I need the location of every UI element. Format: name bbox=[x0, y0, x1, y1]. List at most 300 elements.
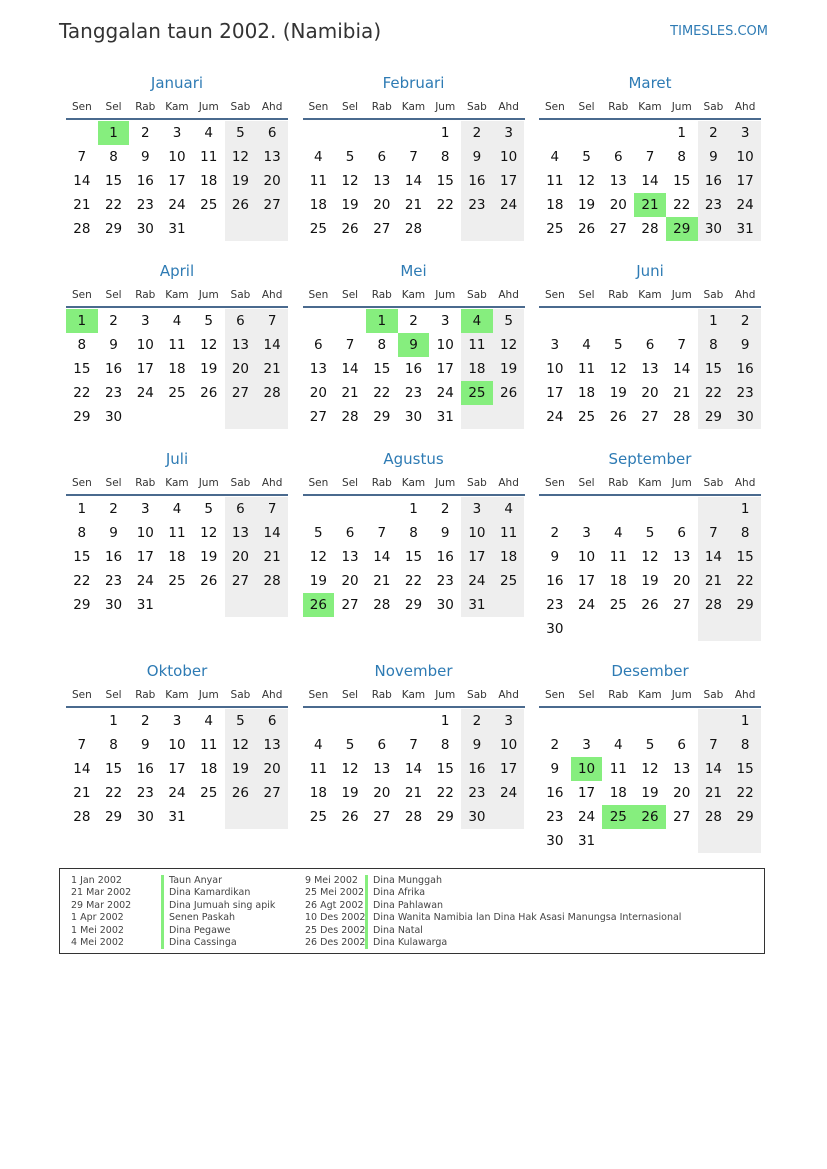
day-cell: 16 bbox=[461, 169, 493, 193]
empty-day-cell bbox=[303, 497, 335, 521]
day-cell: 12 bbox=[200, 525, 218, 541]
legend-holiday-name: Dina Kulawarga bbox=[373, 936, 448, 948]
weekday-label: Jum bbox=[198, 289, 219, 301]
month-name: Desember bbox=[611, 662, 689, 680]
day-grid bbox=[539, 497, 761, 641]
weekday-label: Sab bbox=[703, 689, 724, 701]
day-cell: 11 bbox=[609, 761, 627, 777]
legend-holiday-name: Senen Paskah bbox=[169, 912, 236, 924]
day-cell: 7 bbox=[256, 497, 288, 521]
day-cell: 13 bbox=[309, 361, 327, 377]
day-cell: 4 bbox=[204, 125, 213, 141]
day-cell: 22 bbox=[673, 197, 691, 213]
day-cell: 18 bbox=[609, 573, 627, 589]
day-cell: 9 bbox=[109, 337, 118, 353]
weekday-header bbox=[66, 472, 288, 496]
day-cell: 9 bbox=[729, 333, 761, 357]
day-cell: 11 bbox=[546, 173, 564, 189]
weekday-label: Jum bbox=[671, 101, 692, 113]
day-cell: 18 bbox=[168, 549, 186, 565]
day-cell: 15 bbox=[104, 173, 123, 189]
legend-holiday-name: Dina Kamardikan bbox=[169, 887, 251, 899]
day-cell: 7 bbox=[77, 149, 87, 165]
day-cell: 29 bbox=[104, 221, 123, 237]
weekday-label: Ahd bbox=[734, 477, 756, 489]
day-cell: 28 bbox=[698, 805, 730, 829]
legend-color-bar bbox=[365, 900, 368, 912]
day-cell: 22 bbox=[104, 785, 123, 801]
day-cell: 24 bbox=[729, 193, 761, 217]
legend-row bbox=[305, 887, 681, 899]
day-cell: 1 bbox=[440, 713, 450, 729]
legend-row bbox=[71, 912, 275, 924]
empty-day-cell bbox=[571, 617, 603, 641]
day-cell: 17 bbox=[136, 549, 154, 565]
day-cell: 31 bbox=[168, 221, 186, 237]
day-cell: 5 bbox=[613, 337, 623, 353]
legend-holiday-name: Dina Pahlawan bbox=[373, 899, 444, 911]
day-cell: 2 bbox=[461, 121, 493, 145]
day-grid bbox=[303, 709, 525, 829]
day-cell: 15 bbox=[373, 361, 391, 377]
weekday-header bbox=[539, 684, 761, 708]
day-cell: 10 bbox=[136, 337, 154, 353]
day-cell: 2 bbox=[140, 125, 150, 141]
legend-row bbox=[305, 925, 681, 937]
empty-day-cell bbox=[461, 405, 493, 429]
empty-day-cell bbox=[729, 617, 761, 641]
day-cell: 30 bbox=[136, 221, 154, 237]
empty-day-cell bbox=[666, 497, 698, 521]
day-cell: 3 bbox=[140, 313, 150, 329]
legend-row bbox=[71, 887, 275, 899]
day-cell: 13 bbox=[225, 333, 257, 357]
weekday-label: Kam bbox=[165, 289, 189, 301]
day-cell: 6 bbox=[677, 737, 686, 753]
day-cell: 22 bbox=[436, 197, 454, 213]
day-cell: 6 bbox=[613, 149, 623, 165]
day-cell: 14 bbox=[256, 333, 288, 357]
day-cell: 17 bbox=[436, 361, 454, 377]
day-cell: 20 bbox=[373, 785, 391, 801]
legend-date: 21 Mar 2002 bbox=[71, 887, 132, 899]
day-cell: 23 bbox=[404, 385, 423, 401]
day-cell: 27 bbox=[673, 597, 691, 613]
weekday-label: Sab bbox=[703, 477, 724, 489]
legend-color-bar bbox=[365, 887, 368, 899]
empty-day-cell bbox=[729, 829, 761, 853]
weekday-label: Sab bbox=[230, 477, 251, 489]
day-cell: 16 bbox=[104, 549, 123, 565]
day-cell: 9 bbox=[140, 149, 150, 165]
month-name: September bbox=[608, 450, 692, 468]
day-cell: 28 bbox=[73, 809, 91, 825]
day-cell: 27 bbox=[225, 569, 257, 593]
day-cell: 21 bbox=[698, 569, 730, 593]
day-cell: 7 bbox=[409, 737, 418, 753]
empty-day-cell bbox=[571, 121, 603, 145]
day-cell: 18 bbox=[309, 197, 327, 213]
day-cell: 24 bbox=[136, 573, 154, 589]
day-cell: 9 bbox=[140, 737, 150, 753]
day-cell: 8 bbox=[77, 337, 87, 353]
day-cell: 9 bbox=[461, 733, 493, 757]
legend-holiday-name: Dina Wanita Namibia lan Dina Hak Asasi Manungsa Internasional bbox=[373, 912, 682, 924]
legend-date: 25 Des 2002 bbox=[305, 924, 366, 936]
empty-day-cell bbox=[129, 405, 161, 429]
day-cell: 21 bbox=[73, 785, 91, 801]
day-cell: 20 bbox=[341, 573, 359, 589]
day-cell: 11 bbox=[577, 361, 596, 377]
day-cell: 13 bbox=[641, 361, 659, 377]
day-cell: 29 bbox=[73, 409, 91, 425]
holiday-legend bbox=[59, 868, 765, 954]
day-cell: 19 bbox=[225, 757, 257, 781]
empty-day-cell bbox=[539, 497, 571, 521]
weekday-label: Sel bbox=[105, 689, 122, 701]
day-cell: 17 bbox=[577, 573, 596, 589]
day-cell: 30 bbox=[436, 597, 454, 613]
empty-day-cell bbox=[634, 309, 666, 333]
day-cell: 1 bbox=[729, 497, 761, 521]
day-cell: 2 bbox=[409, 313, 418, 329]
weekday-label: Ahd bbox=[498, 101, 519, 113]
day-cell: 4 bbox=[613, 525, 623, 541]
weekday-label: Sen bbox=[308, 289, 329, 301]
day-grid bbox=[303, 497, 525, 617]
day-cell: 18 bbox=[200, 761, 218, 777]
weekday-label: Sel bbox=[578, 289, 595, 301]
day-cell: 2 bbox=[550, 525, 560, 541]
day-cell: 21 bbox=[698, 781, 730, 805]
day-cell: 7 bbox=[409, 149, 418, 165]
day-cell: 9 bbox=[440, 525, 450, 541]
legend-holiday-name: Dina Munggah bbox=[373, 875, 442, 886]
day-cell: 20 bbox=[673, 573, 691, 589]
day-cell: 7 bbox=[77, 737, 87, 753]
empty-day-cell bbox=[193, 217, 225, 241]
legend-date: 9 Mei 2002 bbox=[305, 875, 358, 886]
day-cell: 13 bbox=[673, 549, 691, 565]
day-cell: 27 bbox=[309, 409, 327, 425]
weekday-label: Sab bbox=[230, 101, 251, 113]
day-cell: 7 bbox=[645, 149, 655, 165]
day-cell: 29 bbox=[729, 593, 761, 617]
legend-date: 26 Des 2002 bbox=[305, 936, 366, 948]
legend-holiday-name: Dina Afrika bbox=[373, 887, 426, 899]
day-cell: 1 bbox=[698, 309, 730, 333]
day-cell: 30 bbox=[546, 621, 564, 637]
weekday-label: Jum bbox=[671, 289, 692, 301]
holiday-day-cell: 1 bbox=[98, 121, 130, 145]
day-cell: 7 bbox=[256, 309, 288, 333]
day-cell: 29 bbox=[73, 597, 91, 613]
empty-day-cell bbox=[634, 829, 666, 853]
day-cell: 13 bbox=[256, 145, 288, 169]
day-cell: 14 bbox=[673, 361, 691, 377]
day-cell: 25 bbox=[309, 809, 327, 825]
empty-day-cell bbox=[429, 217, 461, 241]
day-cell: 7 bbox=[698, 521, 730, 545]
day-cell: 7 bbox=[377, 525, 387, 541]
day-cell: 16 bbox=[546, 573, 564, 589]
legend-color-bar bbox=[365, 875, 368, 887]
day-cell: 10 bbox=[546, 361, 564, 377]
day-cell: 28 bbox=[341, 409, 359, 425]
empty-day-cell bbox=[602, 617, 634, 641]
day-cell: 31 bbox=[136, 597, 154, 613]
months-grid bbox=[66, 72, 761, 872]
day-cell: 2 bbox=[109, 501, 118, 517]
month-januari bbox=[66, 72, 288, 260]
day-grid bbox=[66, 497, 288, 617]
weekday-label: Kam bbox=[401, 289, 426, 301]
month-november bbox=[303, 660, 525, 872]
day-cell: 9 bbox=[698, 145, 730, 169]
day-cell: 4 bbox=[314, 149, 323, 165]
day-cell: 24 bbox=[577, 597, 596, 613]
day-cell: 6 bbox=[345, 525, 355, 541]
weekday-label: Rab bbox=[608, 689, 629, 701]
weekday-label: Sab bbox=[467, 289, 487, 301]
empty-day-cell bbox=[193, 593, 225, 617]
empty-day-cell bbox=[366, 709, 398, 733]
day-cell: 3 bbox=[172, 713, 182, 729]
day-cell: 16 bbox=[404, 361, 423, 377]
day-cell: 23 bbox=[546, 809, 564, 825]
weekday-label: Rab bbox=[371, 101, 392, 113]
empty-day-cell bbox=[602, 829, 634, 853]
day-cell: 17 bbox=[168, 173, 186, 189]
empty-day-cell bbox=[461, 217, 493, 241]
month-februari bbox=[303, 72, 525, 260]
day-cell: 17 bbox=[493, 169, 525, 193]
day-cell: 9 bbox=[550, 549, 560, 565]
holiday-day-cell: 4 bbox=[461, 309, 493, 333]
day-cell: 29 bbox=[729, 805, 761, 829]
day-cell: 16 bbox=[136, 173, 154, 189]
month-name: Mei bbox=[400, 262, 427, 280]
day-cell: 15 bbox=[436, 173, 454, 189]
day-cell: 24 bbox=[136, 385, 154, 401]
day-cell: 27 bbox=[256, 781, 288, 805]
legend-date: 29 Mar 2002 bbox=[71, 899, 132, 911]
empty-day-cell bbox=[256, 405, 288, 429]
day-cell: 19 bbox=[577, 197, 596, 213]
weekday-label: Rab bbox=[135, 289, 156, 301]
weekday-label: Sel bbox=[342, 289, 359, 301]
day-cell: 21 bbox=[404, 785, 423, 801]
day-cell: 5 bbox=[493, 309, 525, 333]
day-cell: 8 bbox=[729, 733, 761, 757]
legend-row bbox=[305, 937, 681, 949]
empty-day-cell bbox=[256, 593, 288, 617]
day-cell: 15 bbox=[73, 549, 91, 565]
day-cell: 3 bbox=[582, 525, 591, 541]
weekday-label: Sen bbox=[308, 477, 329, 489]
weekday-label: Ahd bbox=[261, 689, 283, 701]
empty-day-cell bbox=[571, 709, 603, 733]
empty-day-cell bbox=[193, 405, 225, 429]
month-april bbox=[66, 260, 288, 448]
day-cell: 26 bbox=[341, 221, 359, 237]
weekday-label: Sab bbox=[703, 101, 724, 113]
month-name: November bbox=[374, 662, 453, 680]
day-cell: 7 bbox=[345, 337, 355, 353]
empty-day-cell bbox=[225, 217, 257, 241]
day-cell: 14 bbox=[404, 173, 423, 189]
empty-day-cell bbox=[666, 309, 698, 333]
day-cell: 5 bbox=[204, 501, 213, 517]
empty-day-cell bbox=[493, 405, 525, 429]
day-cell: 2 bbox=[440, 501, 450, 517]
legend-holiday-name: Dina Pegawe bbox=[169, 924, 231, 936]
weekday-label: Sel bbox=[342, 689, 359, 701]
empty-day-cell bbox=[366, 497, 398, 521]
day-cell: 23 bbox=[136, 197, 154, 213]
day-cell: 20 bbox=[673, 785, 691, 801]
legend-column-2 bbox=[305, 875, 681, 949]
month-name: Februari bbox=[382, 74, 445, 92]
day-cell: 12 bbox=[200, 337, 218, 353]
empty-day-cell bbox=[602, 121, 634, 145]
weekday-label: Sen bbox=[71, 689, 92, 701]
day-cell: 5 bbox=[345, 149, 355, 165]
empty-day-cell bbox=[303, 309, 335, 333]
day-cell: 18 bbox=[461, 357, 493, 381]
day-cell: 27 bbox=[373, 221, 391, 237]
weekday-label: Sel bbox=[578, 689, 595, 701]
day-cell: 19 bbox=[200, 549, 218, 565]
weekday-label: Kam bbox=[401, 477, 426, 489]
day-cell: 10 bbox=[168, 149, 186, 165]
day-grid bbox=[66, 121, 288, 241]
day-cell: 8 bbox=[698, 333, 730, 357]
empty-day-cell bbox=[539, 709, 571, 733]
weekday-label: Rab bbox=[608, 477, 629, 489]
weekday-label: Kam bbox=[165, 101, 189, 113]
day-cell: 8 bbox=[109, 149, 118, 165]
day-cell: 6 bbox=[377, 737, 387, 753]
day-cell: 6 bbox=[256, 709, 288, 733]
day-cell: 23 bbox=[104, 385, 123, 401]
day-cell: 25 bbox=[546, 221, 564, 237]
day-cell: 14 bbox=[341, 361, 359, 377]
day-cell: 13 bbox=[373, 173, 391, 189]
day-cell: 14 bbox=[73, 173, 91, 189]
weekday-header bbox=[539, 96, 761, 120]
day-cell: 27 bbox=[341, 597, 359, 613]
weekday-label: Sen bbox=[71, 477, 92, 489]
empty-day-cell bbox=[539, 309, 571, 333]
empty-day-cell bbox=[303, 709, 335, 733]
day-cell: 16 bbox=[436, 549, 454, 565]
weekday-label: Ahd bbox=[734, 689, 756, 701]
day-cell: 16 bbox=[461, 757, 493, 781]
day-cell: 13 bbox=[609, 173, 627, 189]
weekday-label: Ahd bbox=[734, 289, 756, 301]
empty-day-cell bbox=[398, 709, 430, 733]
weekday-label: Jum bbox=[435, 689, 456, 701]
day-cell: 14 bbox=[641, 173, 659, 189]
day-cell: 13 bbox=[341, 549, 359, 565]
day-cell: 2 bbox=[140, 713, 150, 729]
day-cell: 17 bbox=[546, 385, 564, 401]
empty-day-cell bbox=[161, 593, 193, 617]
legend-holiday-name: Taun Anyar bbox=[169, 875, 222, 886]
day-cell: 26 bbox=[200, 385, 218, 401]
day-cell: 14 bbox=[256, 521, 288, 545]
day-cell: 23 bbox=[136, 785, 154, 801]
day-cell: 10 bbox=[168, 737, 186, 753]
day-cell: 14 bbox=[373, 549, 391, 565]
day-cell: 4 bbox=[314, 737, 323, 753]
weekday-label: Kam bbox=[638, 101, 662, 113]
legend-color-bar bbox=[365, 912, 368, 924]
empty-day-cell bbox=[493, 217, 525, 241]
day-cell: 15 bbox=[436, 761, 454, 777]
weekday-label: Jum bbox=[435, 289, 456, 301]
day-cell: 4 bbox=[172, 313, 182, 329]
day-cell: 5 bbox=[645, 737, 655, 753]
day-cell: 22 bbox=[104, 197, 123, 213]
day-cell: 17 bbox=[136, 361, 154, 377]
legend-color-bar bbox=[161, 912, 164, 924]
holiday-day-cell: 29 bbox=[666, 217, 698, 241]
day-cell: 18 bbox=[493, 545, 525, 569]
holiday-day-cell: 25 bbox=[602, 805, 634, 829]
empty-day-cell bbox=[398, 121, 430, 145]
legend-row bbox=[305, 875, 681, 887]
weekday-label: Kam bbox=[401, 689, 426, 701]
weekday-label: Kam bbox=[401, 101, 426, 113]
day-cell: 3 bbox=[172, 125, 182, 141]
weekday-label: Sen bbox=[544, 689, 565, 701]
weekday-label: Sen bbox=[71, 101, 92, 113]
day-cell: 3 bbox=[461, 497, 493, 521]
day-cell: 18 bbox=[200, 173, 218, 189]
day-cell: 24 bbox=[168, 785, 186, 801]
day-cell: 12 bbox=[641, 549, 659, 565]
day-cell: 30 bbox=[729, 405, 761, 429]
empty-day-cell bbox=[66, 121, 98, 145]
empty-day-cell bbox=[303, 121, 335, 145]
empty-day-cell bbox=[256, 805, 288, 829]
day-cell: 25 bbox=[493, 569, 525, 593]
day-cell: 8 bbox=[677, 149, 686, 165]
empty-day-cell bbox=[334, 121, 366, 145]
day-cell: 16 bbox=[136, 761, 154, 777]
site-link[interactable]: TIMESLES.COM bbox=[670, 24, 768, 39]
legend-holiday-name: Dina Cassinga bbox=[169, 936, 237, 948]
weekday-label: Jum bbox=[671, 689, 692, 701]
day-grid bbox=[303, 309, 525, 429]
weekday-label: Sen bbox=[544, 101, 565, 113]
day-cell: 20 bbox=[256, 169, 288, 193]
day-cell: 28 bbox=[404, 221, 423, 237]
legend-date: 25 Mei 2002 bbox=[305, 887, 364, 899]
day-cell: 12 bbox=[493, 333, 525, 357]
day-cell: 19 bbox=[493, 357, 525, 381]
weekday-header bbox=[303, 684, 525, 708]
empty-day-cell bbox=[334, 309, 366, 333]
day-cell: 31 bbox=[577, 833, 596, 849]
weekday-label: Jum bbox=[198, 477, 219, 489]
weekday-label: Kam bbox=[638, 289, 662, 301]
day-cell: 13 bbox=[373, 761, 391, 777]
day-cell: 24 bbox=[436, 385, 454, 401]
day-cell: 16 bbox=[729, 357, 761, 381]
